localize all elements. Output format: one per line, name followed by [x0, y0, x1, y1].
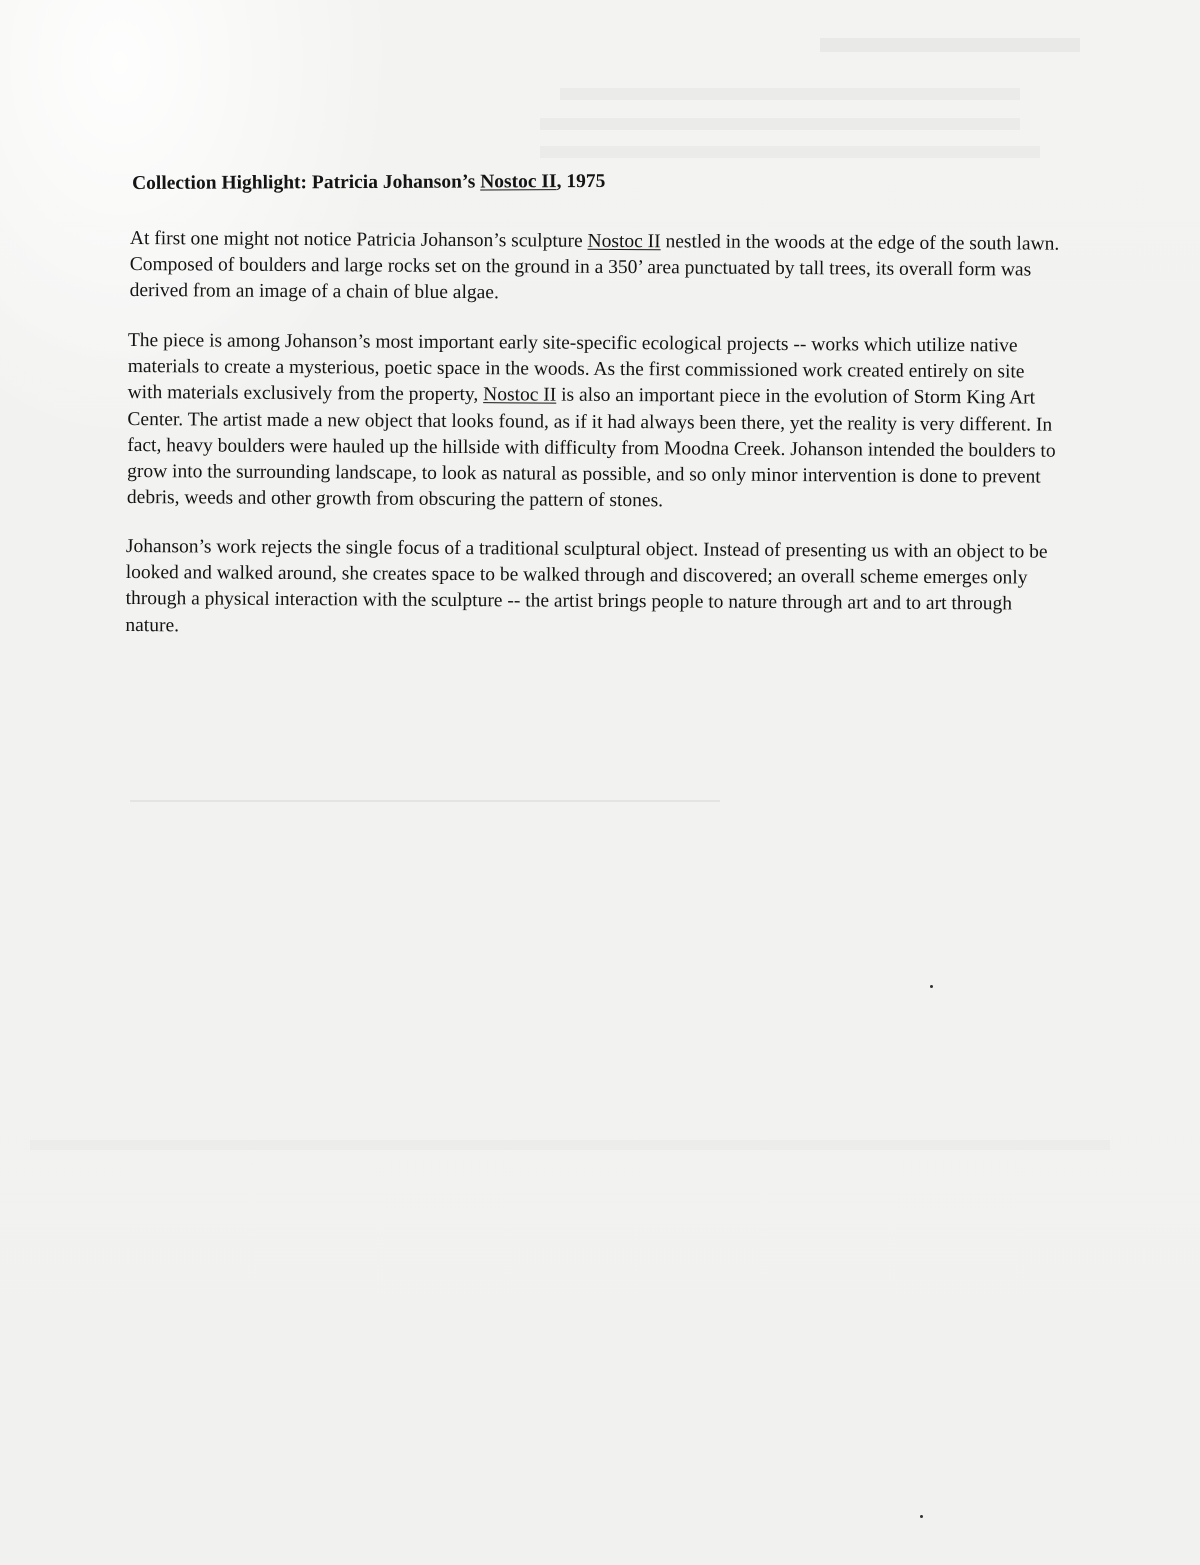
- document-body: [126, 170, 1061, 662]
- paragraph-2-after: is also an important piece in the evolution of Storm King Art Center. The artist made a new object that looks found, as if it had always been there, yet the reality is very different. In fact, heavy boulders were hauled up the hillside with difficulty from Moodna Creek. Johanson intended the boulders to grow into the surrounding landscape, to look as natural as possible, and so only minor intervention is done to prevent debris, weeds and other growth from obscuring the pattern of stones.: [126, 384, 1056, 512]
- paragraph-1-after: nestled in the woods at the edge of the south lawn. Composed of boulders and large rocks set on the ground in a 350’ area punctuated by tall trees, its overall form was derived from an image of a chain of blue algae.: [129, 231, 1060, 304]
- paragraph-1-title: Nostoc II: [587, 230, 661, 253]
- paragraph-2-before: The piece is among Johanson’s most important early site-specific ecological projects -- works which utilize native materials to create a mysterious, poetic space in the woods. As the first commissioned work created entirely on site with materials exclusively from the property,: [127, 329, 1025, 406]
- paragraph-1: [130, 226, 1061, 310]
- heading-suffix: , 1975: [556, 170, 606, 193]
- heading-work-title: Nostoc II: [480, 171, 557, 193]
- heading-prefix: Collection Highlight: Patricia Johanson’s: [132, 171, 481, 194]
- paragraph-2: [127, 328, 1061, 517]
- bleed-through-line: [30, 1140, 1110, 1150]
- bleed-through-line: [540, 146, 1040, 158]
- paper-speck: [920, 1515, 923, 1518]
- bleed-through-line: [560, 88, 1020, 100]
- paper-speck: [930, 985, 933, 988]
- paragraph-3: Johanson’s work rejects the single focus of a traditional sculptural object. Instead of presenting us with an object to be looked and walked around, she creates space to be walked through and discovered; an overall scheme emerges only through a physical interaction with the sculpture -- the artist brings people to nature through art and to art through nature.: [125, 536, 1048, 636]
- paragraph-2-title: Nostoc II: [483, 384, 557, 406]
- paragraph-1-before: At first one might not notice Patricia Johanson’s sculpture: [129, 227, 588, 252]
- bleed-through-line: [540, 118, 1020, 130]
- document-heading: [132, 166, 1061, 198]
- bleed-through-line: [820, 38, 1080, 52]
- bleed-through-rule: [130, 800, 720, 802]
